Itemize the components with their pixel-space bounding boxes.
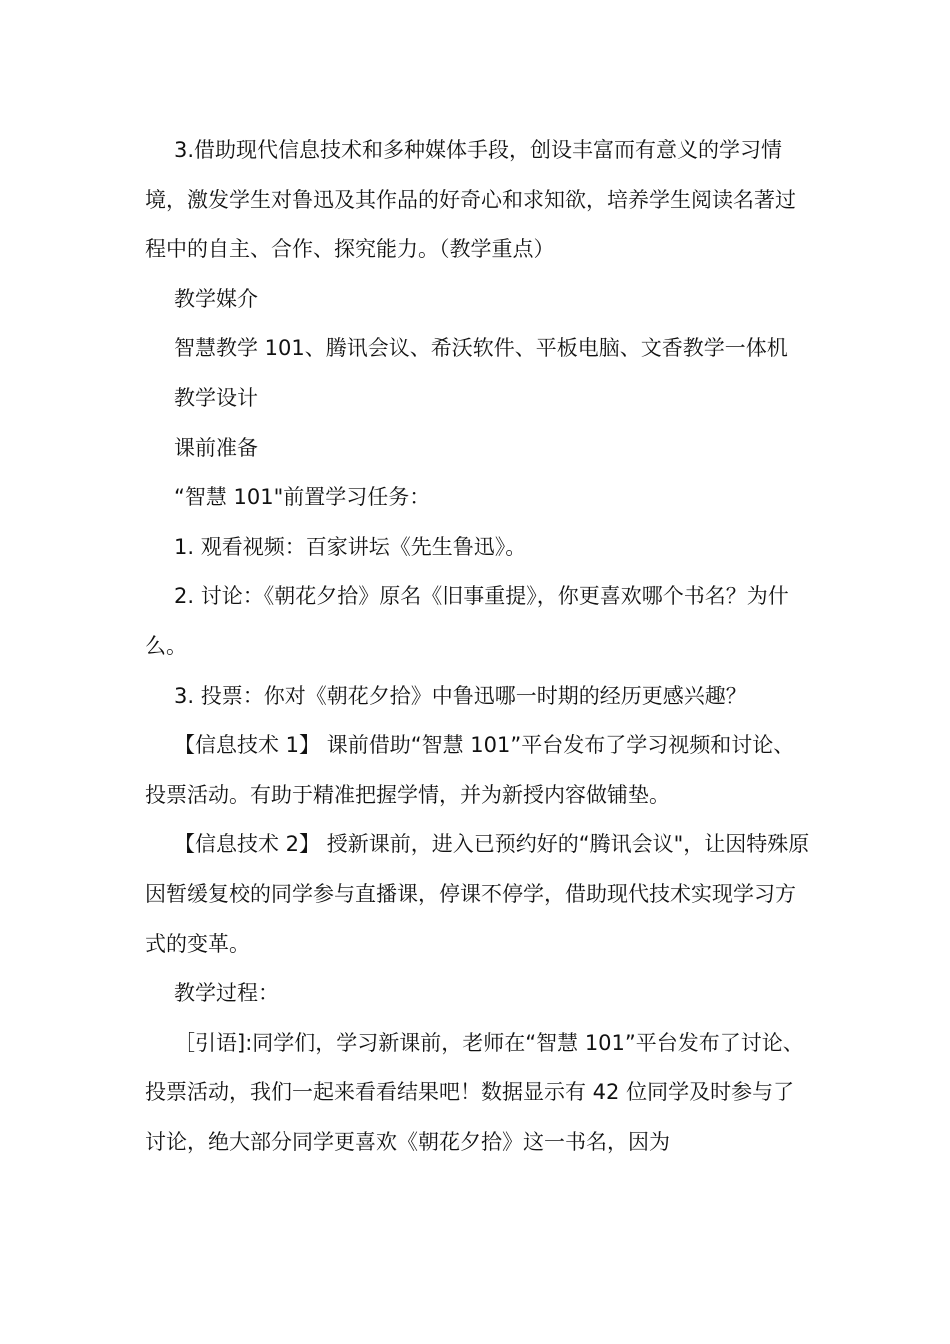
list-item-task-2: 2. 讨论：《朝花夕拾》原名《旧事重提》，你更喜欢哪个书名？为什么。 [145, 584, 789, 658]
list-item-task-3: 3. 投票：你对《朝花夕拾》中鲁迅哪一时期的经历更感兴趣？ [174, 683, 747, 708]
paragraph-pre-task-title: “智慧 101"前置学习任务： [174, 485, 431, 510]
paragraph-info-tech-2: 【信息技术 2】 授新课前，进入已预约好的“腾讯会议"，让因特殊原因暂缓复校的同学参与直播课，停课不停学，借助现代技术实现学习方式的变革。 [145, 832, 810, 956]
heading-teaching-media: 教学媒介 [174, 286, 258, 311]
list-item-task-1: 1. 观看视频：百家讲坛《先生鲁迅》。 [174, 534, 527, 559]
heading-pre-class-prep: 课前准备 [174, 435, 258, 460]
paragraph-introduction: ［引语]:同学们，学习新课前，老师在“智慧 101”平台发布了讨论、投票活动，我们一起来看看结果吧！数据显示有 42 位同学及时参与了讨论，绝大部分同学更喜欢《朝花夕拾》这一书名，因为 [145, 1030, 804, 1154]
document-body [145, 126, 810, 1167]
paragraph-info-tech-1: 【信息技术 1】 课前借助“智慧 101”平台发布了学习视频和讨论、投票活动。有助于精准把握学情，并为新授内容做铺垫。 [145, 733, 795, 807]
heading-teaching-process: 教学过程： [174, 981, 279, 1006]
paragraph-media-list: 智慧教学 101、腾讯会议、希沃软件、平板电脑、文香教学一体机 [174, 336, 788, 361]
paragraph-goal-3: 3.借助现代信息技术和多种媒体手段，创设丰富而有意义的学习情境，激发学生对鲁迅及其作品的好奇心和求知欲，培养学生阅读名著过程中的自主、合作、探究能力。（教学重点） [145, 138, 796, 262]
heading-teaching-design: 教学设计 [174, 385, 258, 410]
